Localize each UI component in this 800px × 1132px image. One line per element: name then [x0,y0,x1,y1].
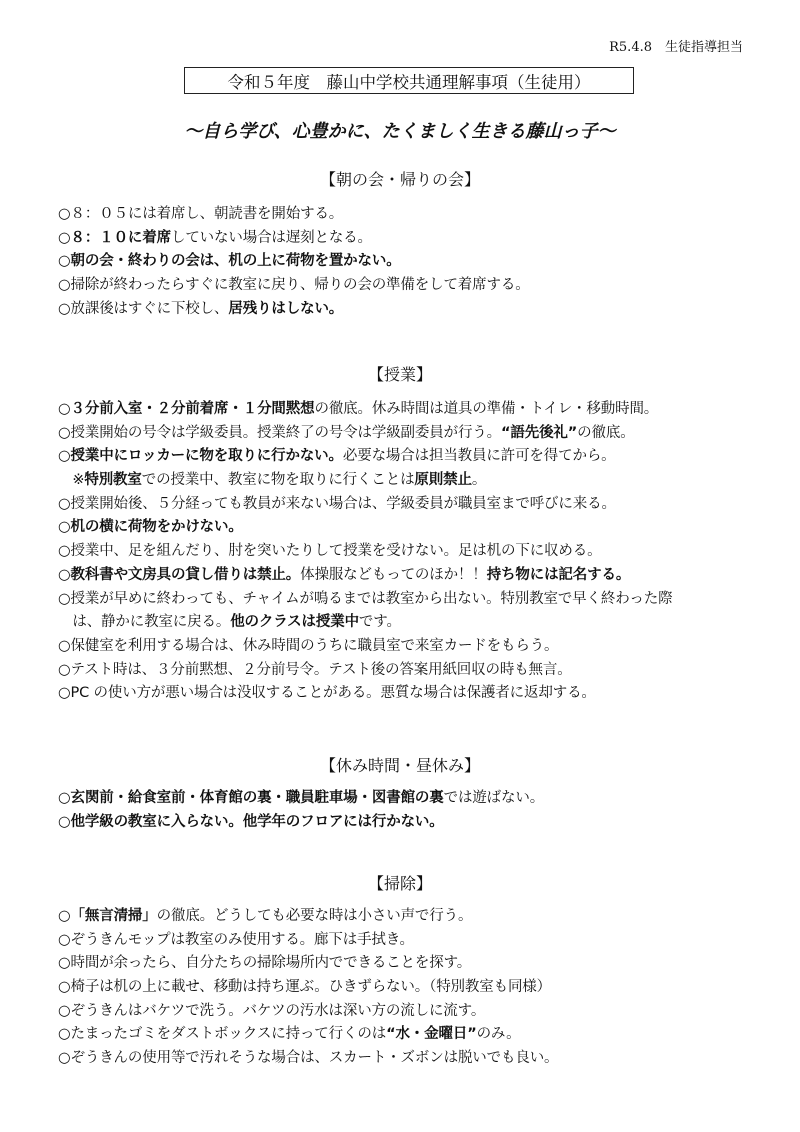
rule-text: ○掃除が終わったらすぐに教室に戻り、帰りの会の準備をして着席する。 [58,277,530,294]
section-body-morning-homeroom [58,203,770,321]
section-title-breaks: 【休み時間・昼休み】 [319,756,480,775]
rule-emphasis-text: 玄関前・給食室前・体育館の裏・職員駐車場・図書館の裏 [70,790,444,806]
rule-line [58,540,770,564]
rule-line [58,611,770,635]
rule-emphasis-text: 特別教室 [84,472,142,489]
rule-line [58,1000,770,1024]
rule-text: では遊ばない。 [443,790,545,806]
section-body-classes [58,398,770,706]
rule-text: ○授業開始後、５分経っても教員が来ない場合は、学級委員が職員室まで呼びに来る。 [58,495,616,512]
rule-line [58,422,770,446]
rule-text: ○椅子は机の上に載せ、移動は持ち運ぶ。ひきずらない。（特別教室も同様） [58,979,552,996]
rule-emphasis-text: 「無言清掃」 [70,908,157,924]
rule-emphasis-text: 教科書や文房具の貸し借りは禁止。 [70,566,301,583]
rule-line [58,976,770,1000]
rule-text: ○ぞうきんの使用等で汚れそうな場合は、スカート・ズボンは脱いでも良い。 [58,1050,559,1067]
rule-line [58,227,770,251]
rule-text: ○ [58,253,71,270]
rule-line [58,516,770,540]
rule-text: ○ぞうきんはバケツで洗う。バケツの汚水は深い方の流しに流す。 [58,1002,486,1019]
rule-text: での授業中、教室に物を取りに行くことは [141,472,415,489]
rule-line [58,952,770,976]
rule-text: ○８：０５には着席し、朝読書を開始する。 [58,206,344,222]
rule-text: の徹底。休み時間は道具の準備・トイレ・移動時間。 [314,401,659,417]
rule-text: ○授業が早めに終わっても、チャイムが鳴るまでは教室から出ない。特別教室で早く終わった際 [58,590,673,607]
rule-line [58,635,770,659]
rule-emphasis-text: ８：１０に着席 [70,229,171,246]
rule-text: ○テスト時は、３分前黙想、２分前号令。テスト後の答案用紙回収の時も無言。 [58,661,572,678]
section-title-morning-homeroom: 【朝の会・帰りの会】 [319,170,480,189]
rule-line [58,445,770,469]
rule-text: していない場合は遅刻となる。 [170,229,372,246]
rule-emphasis-text: “語先後礼” [501,424,578,441]
rule-emphasis-text: 朝の会・終わりの会は、机の上に荷物を置かない。 [70,253,401,270]
rule-text: ○たまったゴミをダストボックスに持って行くのは [58,1026,387,1043]
rule-emphasis-text: 居残りはしない。 [228,300,344,317]
rule-text: 必要な場合は担当教員に許可を得てから。 [342,448,616,465]
section-title-cleaning: 【掃除】 [367,874,432,893]
rule-line [58,682,770,706]
rule-line [58,493,770,517]
rule-text: のみ。 [476,1026,521,1043]
rule-text: ○ [58,229,71,246]
rule-line [58,905,770,929]
rule-text: ○ [58,813,71,830]
date-department-label: R5.4.8 生徒指導担当 [609,40,743,55]
rule-text: ○授業開始の号令は学級委員。授業終了の号令は学級副委員が行う。 [58,424,501,441]
rule-text: ○ [58,448,71,465]
rule-emphasis-text: “水・金曜日” [386,1026,477,1043]
rule-text: の徹底。どうしても必要な時は小さい声で行う。 [156,908,473,924]
rule-text: ※ [58,472,85,489]
rule-text: 。 [471,472,487,489]
rule-text: 体操服などもってのほか！！ [300,566,487,583]
section-body-cleaning [58,905,770,1071]
rule-emphasis-text: ３分前入室・２分前着席・１分間黙想 [70,401,315,417]
rule-line [58,250,770,274]
rule-text: ○PC の使い方が悪い場合は没収することがある。悪質な場合は保護者に返却する。 [58,685,596,702]
rule-line [58,929,770,953]
rule-line [58,398,770,422]
rule-text: ○ [58,790,71,806]
school-slogan: ～自ら学び、心豊かに、たくましく生きる藤山っ子～ [184,121,616,142]
rule-text: ○ [58,401,71,417]
rule-line [58,469,770,493]
rule-line [58,274,770,298]
rule-emphasis-text: 他のクラスは授業中 [230,614,359,631]
rule-emphasis-text: 原則禁止 [414,472,472,489]
rule-line [58,564,770,588]
rule-line [58,1023,770,1047]
rule-line [58,659,770,683]
rule-line [58,298,770,322]
rule-text: は、静かに教室に戻る。 [58,614,231,631]
rule-line [58,787,770,811]
rule-emphasis-text: 他学級の教室に入らない。他学年のフロアには行かない。 [70,813,444,830]
section-body-breaks [58,787,770,834]
document-title: 令和５年度 藤山中学校共通理解事項（生徒用） [184,67,634,94]
rule-line [58,588,770,612]
rule-text: ○ [58,566,71,583]
rule-text: ○時間が余ったら、自分たちの掃除場所内でできることを探す。 [58,955,472,972]
rule-text: ○ [58,519,71,536]
rule-line [58,811,770,835]
rule-text: です。 [358,614,401,631]
rule-text: ○ぞうきんモップは教室のみ使用する。廊下は手拭き。 [58,931,414,948]
rule-text: ○保健室を利用する場合は、休み時間のうちに職員室で来室カードをもらう。 [58,637,559,654]
rule-text: の徹底。 [577,424,635,441]
rule-text: ○ [58,908,71,924]
section-title-classes: 【授業】 [367,365,432,384]
rule-line [58,1047,770,1071]
rule-emphasis-text: 授業中にロッカーに物を取りに行かない。 [70,448,343,465]
rule-emphasis-text: 持ち物には記名する。 [486,566,631,583]
rule-text: ○放課後はすぐに下校し、 [58,300,229,317]
rule-text: ○授業中、足を組んだり、肘を突いたりして授業を受けない。足は机の下に収める。 [58,543,602,560]
rule-line [58,203,770,227]
rule-emphasis-text: 机の横に荷物をかけない。 [70,519,243,536]
